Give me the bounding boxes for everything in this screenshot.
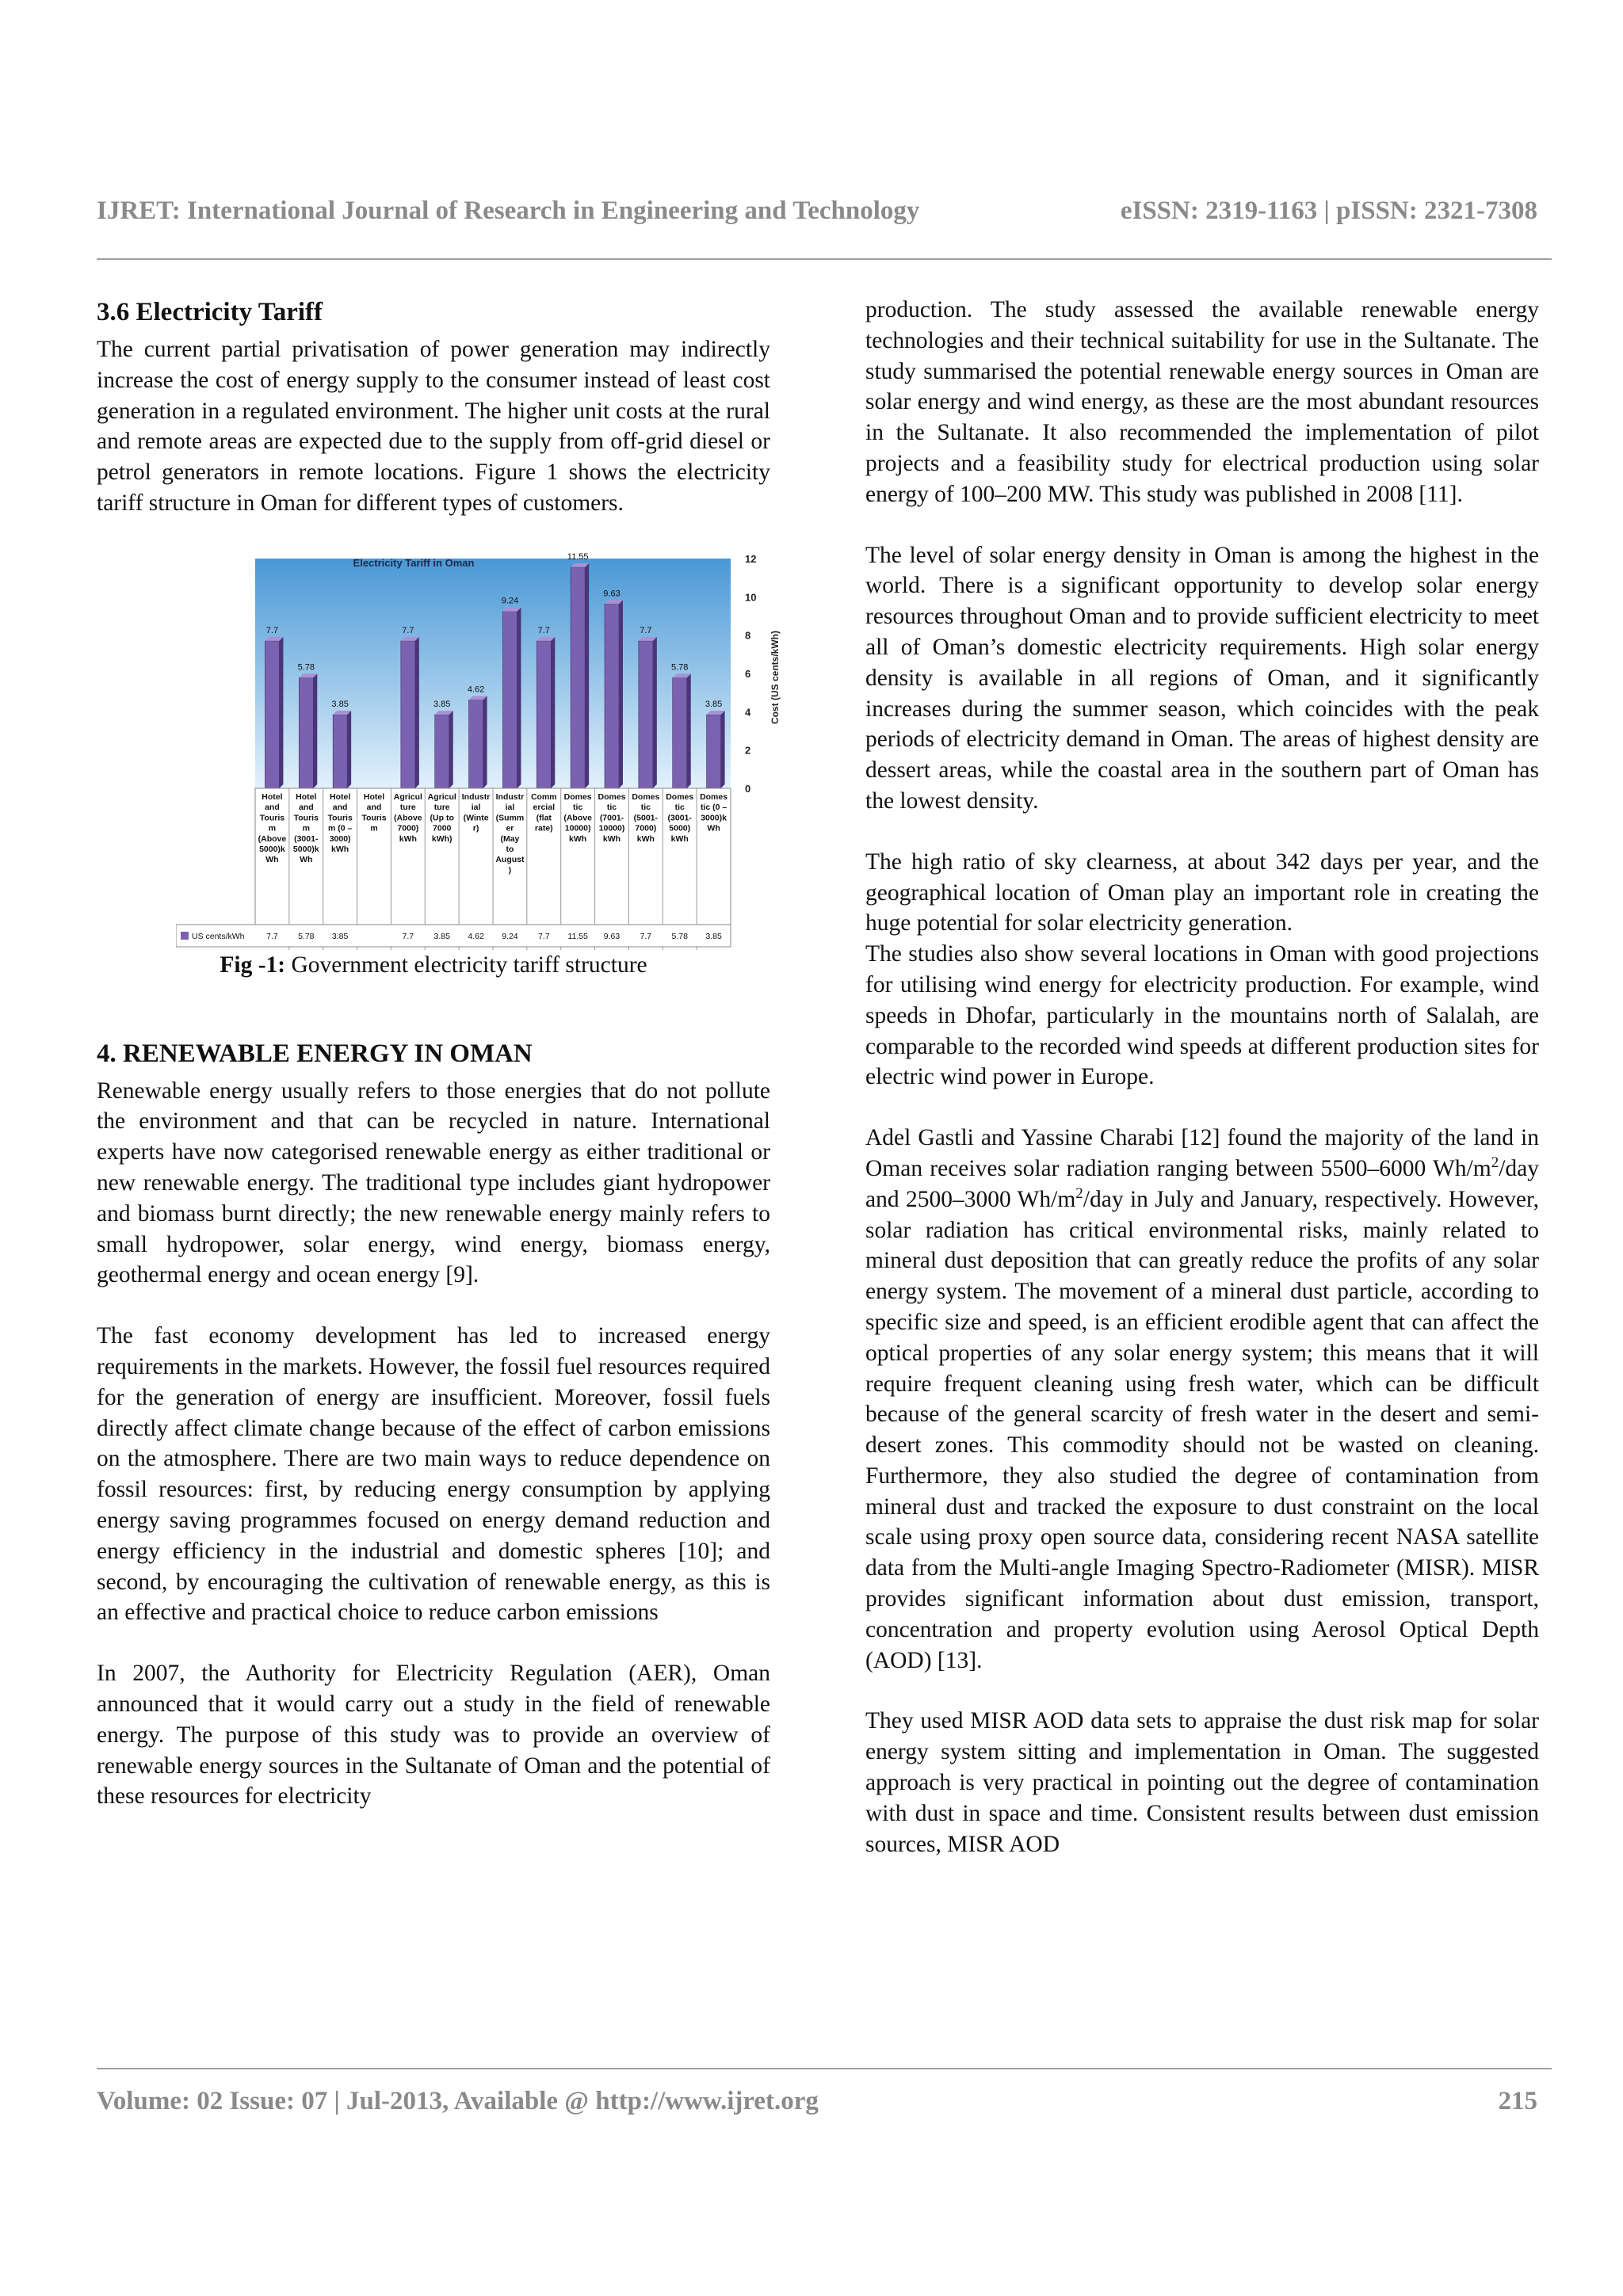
category-label: 10000)	[598, 823, 625, 833]
figure-caption-text: Government electricity tariff structure	[285, 952, 647, 978]
paragraph: They used MISR AOD data sets to appraise the dust risk map for solar energy system sitting and implementation in Oman. The suggested approach is very practical in pointing out the degree of contamination with dust in space and time. Consistent results between dust emission sources, MISR AOD	[865, 1708, 1539, 1857]
bar	[673, 677, 687, 788]
paragraph: Renewable energy usually refers to those energies that do not pollute the environment and that can be recycled in nature. International experts have now categorised renewable energy as either traditional or new renewable energy. The traditional type includes giant hydropower and biomass burnt directly; the new renewable energy mainly refers to small hydropower, solar energy, wind energy, biomass energy, geothermal energy and ocean energy [9].	[97, 1077, 770, 1288]
bar-side	[415, 637, 419, 788]
category-label: (Above	[394, 813, 422, 823]
bar-side	[517, 607, 521, 788]
bar	[537, 641, 551, 788]
category-label: m	[370, 823, 378, 833]
category-label: Domes	[632, 791, 660, 802]
category-label: and	[366, 802, 382, 812]
data-label: 11.55	[567, 551, 589, 562]
category-label: Wh	[707, 823, 720, 833]
table-value: 5.78	[671, 931, 688, 941]
table-value: 4.62	[468, 931, 484, 941]
bar-side	[687, 673, 691, 788]
category-label: Agricul	[427, 791, 456, 802]
category-label: tic (0 –	[700, 802, 727, 812]
category-label: Industr	[461, 791, 491, 802]
y-tick-label: 4	[745, 706, 751, 719]
category-label: tic	[606, 802, 617, 812]
category-label: er	[506, 823, 514, 833]
volume-info: Volume: 02 Issue: 07 | Jul-2013, Available @ http://www.ijret.org	[97, 2087, 819, 2115]
table-value: 3.85	[705, 931, 722, 941]
category-label: Hotel	[363, 791, 385, 802]
category-label: Touris	[259, 813, 285, 823]
category-label: and	[332, 802, 348, 812]
category-label: Hotel	[262, 791, 283, 802]
category-label: Wh	[265, 854, 279, 864]
y-tick-label: 10	[745, 591, 757, 604]
bar	[571, 567, 585, 788]
bar-side	[585, 563, 589, 788]
text-run: /day and 2500–3000 Wh/m	[865, 1155, 1539, 1212]
data-label: 3.85	[705, 699, 723, 709]
tariff-chart	[176, 543, 813, 950]
table-value: 7.7	[537, 931, 550, 941]
y-tick-label: 0	[745, 782, 751, 795]
category-label: Comm	[530, 791, 557, 802]
bar-side	[347, 711, 351, 788]
table-value: 9.24	[502, 931, 518, 941]
bar	[605, 604, 619, 788]
paragraph: The current partial privatisation of power generation may indirectly increase the cost of energy supply to the consumer instead of least cost generation in a regulated environment. The higher unit costs at the rural and remote areas are expected due to the supply from off-grid diesel or petrol generators in remote locations. Figure 1 shows the electricity tariff structure in Oman for different types of customers.	[97, 337, 770, 516]
figure-label: Fig -1:	[220, 952, 286, 978]
table-value: 11.55	[567, 931, 588, 941]
data-label: 7.7	[402, 625, 414, 635]
section-heading-3-6: 3.6 Electricity Tariff	[97, 298, 323, 326]
category-label: (5001-	[633, 813, 659, 823]
category-label: kWh)	[431, 833, 453, 844]
category-label: tic	[640, 802, 651, 812]
category-label: (flat	[536, 813, 552, 823]
paragraph	[865, 1123, 1539, 1676]
category-label: Agricul	[393, 791, 422, 802]
category-label: Hotel	[296, 791, 317, 802]
bar	[435, 715, 449, 788]
data-label: 7.7	[265, 625, 279, 635]
data-label: 5.78	[671, 662, 689, 673]
page-footer	[97, 2087, 1537, 2116]
category-label: kWh	[602, 833, 621, 844]
category-label: ture	[399, 802, 416, 812]
data-label: 3.85	[331, 699, 349, 709]
paragraph: In 2007, the Authority for Electricity Regulation (AER), Oman announced that it would carry out a study in the field of renewable energy. The purpose of this study was to provide an overview of renewable energy sources in the Sultanate of Oman and the potential of these resources for electricity	[97, 1661, 770, 1810]
paragraph: The studies also show several locations in Oman with good projections for utilising wind energy for electricity production. For example, wind speeds in Dhofar, particularly in the mountains north of Salalah, are comparable to the recorded wind speeds at different production sites for electric wind power in Europe.	[865, 941, 1539, 1090]
paragraph: The level of solar energy density in Oman is among the highest in the world. There is a significant opportunity to develop solar energy resources throughout Oman and to provide sufficient electricity to meet all of Oman’s domestic electricity requirements. High solar energy density is available in all regions of Oman, and it significantly increases during the summer season, which coincides with the peak periods of electricity demand in Oman. The areas of highest density are dessert areas, while the coastal area in the southern part of Oman has the lowest density.	[865, 542, 1539, 814]
data-label: 9.63	[603, 589, 621, 599]
bar	[707, 715, 721, 788]
category-label: kWh	[670, 833, 689, 844]
category-label: Domes	[598, 791, 626, 802]
category-label: 3000)k	[701, 813, 727, 823]
category-label: rate)	[534, 823, 553, 833]
category-label: m (0 –	[327, 823, 353, 833]
text-run: /day in July and January, respectively. However, solar radiation has critical environmental risks, mainly related to mineral dust deposition that can greatly reduce the profits of any solar energy system. The movement of a mineral dust particle, according to specific size and speed, is an efficient erodible agent that can affect the optical properties of any solar energy system; this means that it will require frequent cleaning using fresh water, which can be difficult because of the general scarcity of fresh water in the desert and semi-desert zones. This commodity should not be wasted on cleaning. Furthermore, they also studied the degree of contamination from mineral dust and tracked the exposure to dust constraint on the local scale using proxy open source data, considering recent NASA satellite data from the Multi-angle Imaging Spectro-Radiometer (MISR). MISR provides significant information about dust emission, transport, concentration and property evolution using Aerosol Optical Depth (AOD) [13].	[865, 1186, 1540, 1673]
bar	[299, 677, 313, 788]
bar-side	[619, 600, 623, 788]
category-label: m	[302, 823, 310, 833]
page-header	[97, 193, 1537, 228]
table-value: 7.7	[402, 931, 414, 941]
paragraph: production. The study assessed the available renewable energy technologies and their technical suitability for use in the Sultanate. The study summarised the potential renewable energy sources in Oman are solar energy and wind energy, as these are the most abundant resources in the Sultanate. It also recommended the implementation of pilot projects and a feasibility study for electrical production using solar energy of 100–200 MW. This study was published in 2008 [11].	[865, 297, 1539, 507]
bar-side	[483, 696, 487, 788]
tariff-chart-svg	[176, 543, 813, 950]
table-value: 3.85	[433, 931, 450, 941]
category-label: Touris	[293, 813, 319, 823]
figure-caption	[97, 950, 770, 981]
category-label: to	[506, 844, 514, 854]
y-axis-label: Cost (US cents/kWh)	[769, 630, 781, 724]
y-tick-label: 12	[745, 552, 757, 565]
data-label: 9.24	[501, 596, 519, 606]
bar	[401, 641, 415, 788]
category-label: Domes	[700, 791, 728, 802]
category-label: (Above	[563, 813, 592, 823]
issn: eISSN: 2319-1163 | pISSN: 2321-7308	[1120, 196, 1537, 225]
category-label: m	[268, 823, 277, 833]
page-number: 215	[1498, 2087, 1537, 2115]
category-label: 5000)k	[292, 844, 319, 854]
category-label: )	[508, 865, 512, 875]
category-label: kWh	[331, 844, 349, 854]
bar	[639, 641, 653, 788]
category-label: ial	[505, 802, 515, 812]
superscript: 2	[1075, 1184, 1083, 1202]
paragraph: The high ratio of sky clearness, at about 342 days per year, and the geographical location of Oman play an important role in creating the huge potential for solar electricity generation.	[865, 849, 1539, 936]
category-label: kWh	[569, 833, 587, 844]
table-value: 5.78	[298, 931, 315, 941]
data-label: 7.7	[640, 625, 652, 635]
category-label: Industr	[495, 791, 525, 802]
category-label: (Summ	[495, 813, 525, 823]
y-tick-label: 2	[745, 744, 751, 757]
y-tick-label: 6	[745, 667, 751, 680]
bar	[265, 641, 279, 788]
category-label: tic	[573, 802, 583, 812]
bar-side	[279, 637, 283, 788]
y-tick-label: 8	[745, 629, 751, 642]
bar-side	[721, 711, 725, 788]
category-label: 10000)	[564, 823, 591, 833]
category-label: (May	[500, 833, 520, 844]
chart-title: Electricity Tariff in Oman	[353, 556, 475, 569]
table-value: 9.63	[603, 931, 621, 941]
text-run: Adel Gastli and Yassine Charabi [12] found the majority of the land in Oman receives solar radiation ranging between 5500–6000 Wh/m	[865, 1125, 1539, 1181]
table-value: 3.85	[331, 931, 349, 941]
legend-swatch	[181, 932, 189, 940]
category-label: 7000)	[635, 823, 657, 833]
bar	[333, 715, 347, 788]
table-value: 7.7	[266, 931, 278, 941]
table-value: 7.7	[640, 931, 652, 941]
category-label: (Above	[258, 833, 287, 844]
category-label: Touris	[327, 813, 353, 823]
category-label: tic	[674, 802, 685, 812]
category-label: 5000)	[669, 823, 691, 833]
category-label: and	[298, 802, 314, 812]
bar-side	[313, 673, 317, 788]
bar	[502, 611, 517, 788]
paragraph: The fast economy development has led to increased energy requirements in the markets. However, the fossil fuel resources required for the generation of energy are insufficient. Moreover, fossil fuels directly affect climate change because of the effect of carbon emissions on the atmosphere. There are two main ways to reduce dependence on fossil resources: first, by reducing energy consumption by applying energy saving programmes focused on energy demand reduction and energy efficiency in the industrial and domestic spheres [10]; and second, by encouraging the cultivation of renewable energy, as this is an effective and practical choice to reduce carbon emissions	[97, 1323, 770, 1626]
category-label: ial	[471, 802, 481, 812]
section-heading-4: 4. RENEWABLE ENERGY IN OMAN	[97, 1039, 533, 1068]
data-label: 4.62	[467, 685, 485, 695]
data-label: 5.78	[297, 662, 315, 673]
category-label: Wh	[300, 854, 313, 864]
category-label: Domes	[563, 791, 592, 802]
category-label: (3001-	[294, 833, 319, 844]
journal-title: IJRET: International Journal of Research in Engineering and Technology	[97, 196, 920, 225]
header-rule	[97, 258, 1552, 260]
category-label: 7000	[433, 823, 452, 833]
category-label: Hotel	[330, 791, 351, 802]
category-label: kWh	[636, 833, 655, 844]
bar-side	[551, 637, 555, 788]
category-label: 3000)	[329, 833, 351, 844]
category-label: kWh	[399, 833, 417, 844]
category-label: r)	[472, 823, 479, 833]
bar	[469, 700, 483, 788]
bar-side	[653, 637, 657, 788]
superscript: 2	[1491, 1154, 1499, 1172]
footer-rule	[97, 2068, 1552, 2069]
legend-label: US cents/kWh	[192, 931, 245, 941]
right-column	[865, 295, 1539, 1859]
category-label: 7000)	[397, 823, 419, 833]
category-label: 5000)k	[259, 844, 285, 854]
category-label: (3001-	[667, 813, 692, 823]
category-label: ture	[433, 802, 450, 812]
category-label: (Up to	[430, 813, 454, 823]
category-label: August	[495, 854, 525, 864]
category-label: (Winte	[463, 813, 489, 823]
left-column	[97, 295, 781, 1812]
category-label: (7001-	[599, 813, 624, 823]
data-label: 3.85	[433, 699, 451, 709]
category-label: ercial	[533, 802, 556, 812]
category-label: and	[265, 802, 280, 812]
category-label: Domes	[666, 791, 694, 802]
bar-side	[449, 711, 453, 788]
category-label: Touris	[361, 813, 387, 823]
data-label: 7.7	[537, 625, 550, 635]
